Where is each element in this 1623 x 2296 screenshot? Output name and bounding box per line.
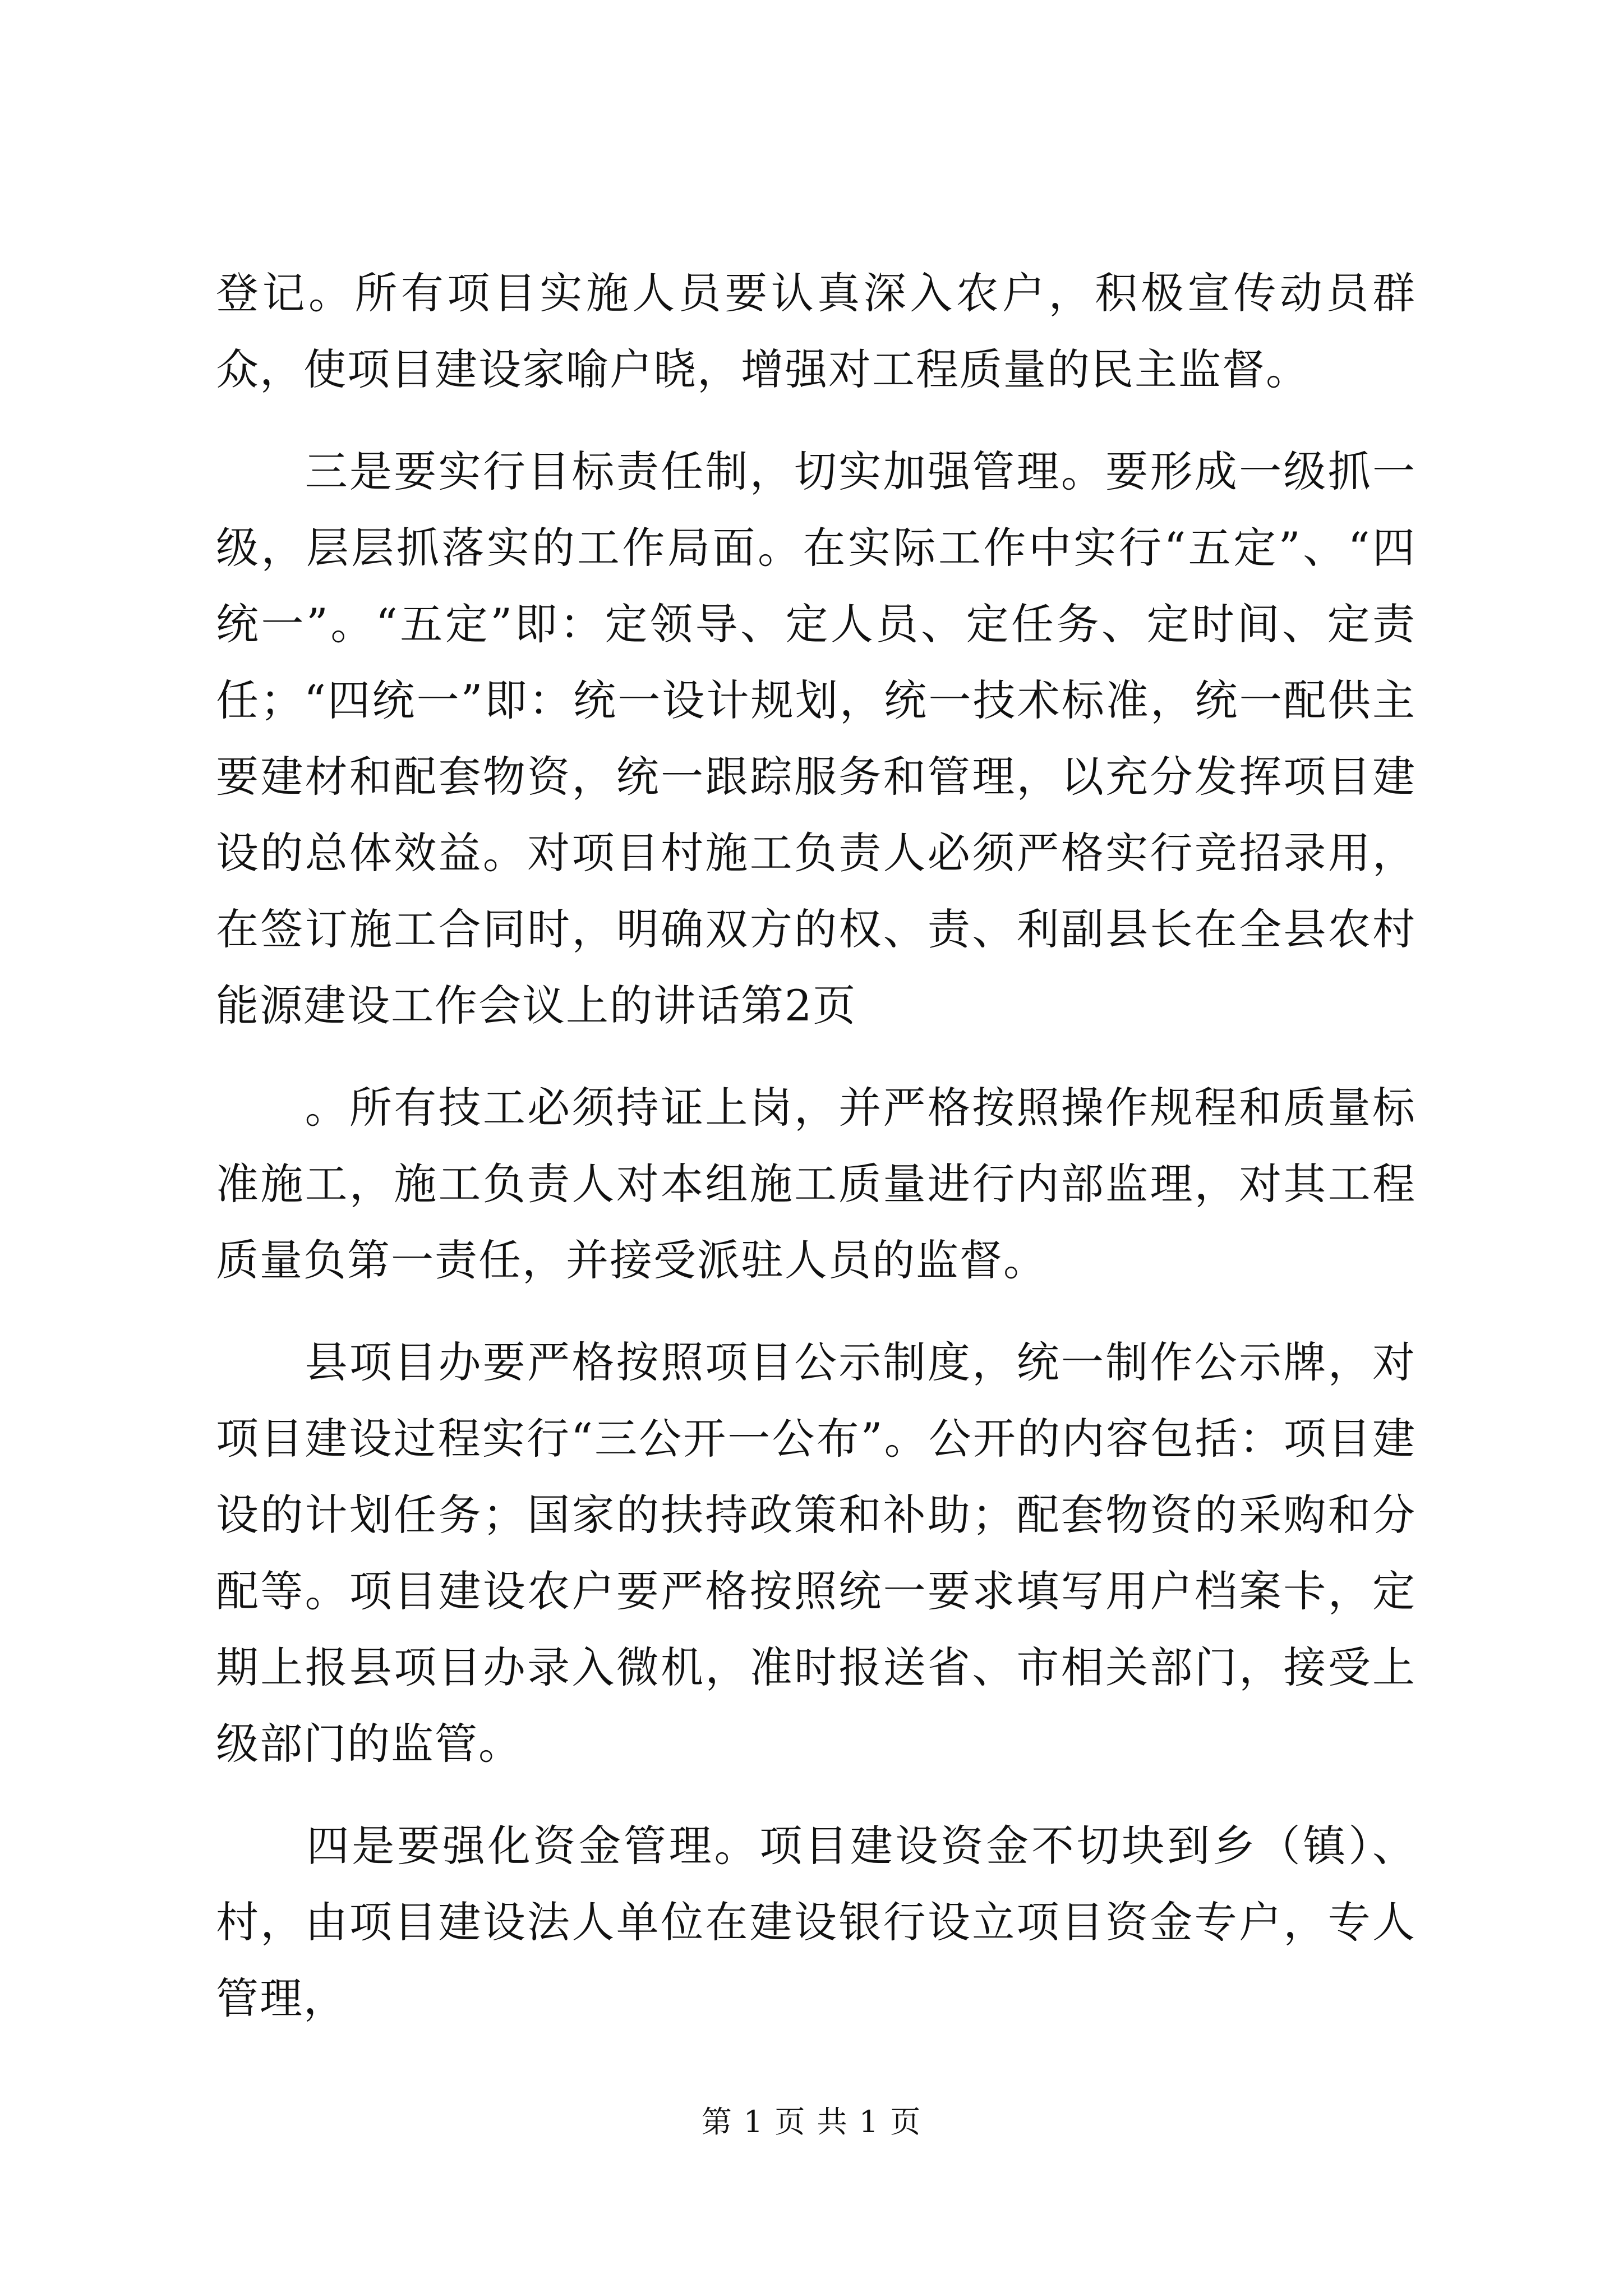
page-footer: 第 1 页 共 1 页 bbox=[701, 2104, 922, 2139]
paragraph-3: 。所有技工必须持证上岗，并严格按照操作规程和质量标准施工，施工负责人对本组施工质量进行内部监理，对其工程质量负第一责任，并接受派驻人员的监督。 bbox=[216, 1083, 1416, 1285]
paragraph-1: 登记。所有项目实施人员要认真深入农户，积极宣传动员群众，使项目建设家喻户晓，增强对工程质量的民主监督。 bbox=[216, 268, 1416, 394]
paragraph-2: 三是要实行目标责任制，切实加强管理。要形成一级抓一级，层层抓落实的工作局面。在实际工作中实行“五定”、“四统一”。“五定”即：定领导、定人员、定任务、定时间、定责任；“四统一”即：统一设计规划，统一技术标准，统一配供主要建材和配套物资，统一跟踪服务和管理，以充分发挥项目建设的总体效益。对项目村施工负责人必须严格实行竞招录用，在签订施工合同时，明确双方的权、责、利副县长在全县农村能源建设工作会议上的讲话第2页 bbox=[216, 447, 1416, 1030]
paragraph-4: 县项目办要严格按照项目公示制度，统一制作公示牌，对项目建设过程实行“三公开一公布”。公开的内容包括：项目建设的计划任务；国家的扶持政策和补助；配套物资的采购和分配等。项目建设农户要严格按照统一要求填写用户档案卡，定期上报县项目办录入微机，准时报送省、市相关部门，接受上级部门的监管。 bbox=[216, 1337, 1416, 1769]
document-body bbox=[216, 255, 1416, 2037]
paragraph-5: 四是要强化资金管理。项目建设资金不切块到乡（镇）、村，由项目建设法人单位在建设银行设立项目资金专户，专人管理， bbox=[216, 1821, 1416, 2023]
